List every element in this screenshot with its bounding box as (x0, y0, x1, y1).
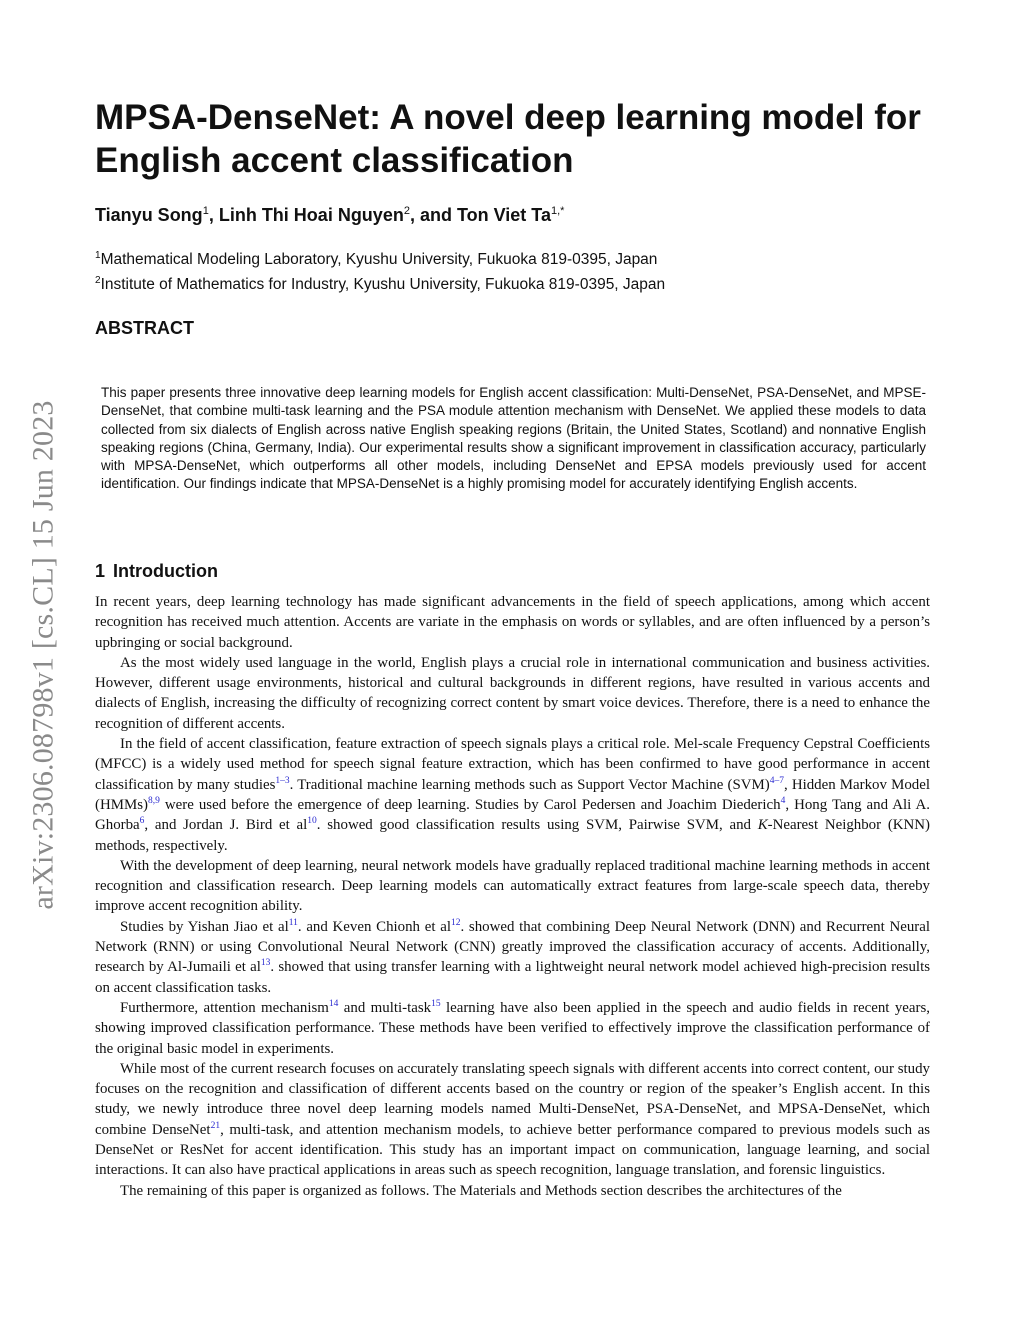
affiliation-mark: 2 (95, 275, 101, 287)
paragraph (95, 734, 930, 856)
citation-link[interactable]: 11 (288, 917, 298, 928)
section-number: 1 (95, 561, 106, 581)
arxiv-stamp (16, 362, 72, 947)
text-run: . showed good classification results using SVM, Pairwise SVM, and (316, 817, 758, 834)
citation-link[interactable]: 13 (260, 958, 271, 969)
author-name: Tianyu Song (95, 205, 203, 225)
affiliation-item (95, 270, 665, 295)
citation-link[interactable]: 8,9 (147, 796, 160, 806)
citation-link[interactable]: 15 (431, 998, 441, 1009)
paragraph (95, 856, 930, 917)
abstract-heading: ABSTRACT (95, 318, 194, 338)
text-run: . and Keven Chionh et al (297, 918, 451, 935)
affiliation-item (95, 245, 665, 270)
text-run: , and Jordan J. Bird et al (144, 817, 308, 834)
citation-link[interactable]: 4–7 (769, 775, 784, 786)
affiliation-mark: 1 (95, 250, 101, 261)
text-run: , Hidden Markov Model (HMMs) (95, 776, 930, 813)
citation-link[interactable]: 6 (139, 816, 145, 827)
text-run: Studies by Yishan Jiao et al (120, 918, 289, 935)
author-affiliation-mark: 1 (202, 205, 209, 217)
author-list (95, 199, 564, 227)
citation-link[interactable]: 21 (210, 1120, 221, 1131)
text-run: Furthermore, attention mechanism (120, 999, 329, 1016)
introduction-body (95, 592, 930, 1201)
text-run: , multi-task, and attention mechanism models, to achieve better performance compared to previous models such as DenseNet or ResNet for accent identification. This study has an important impact on communication, language learning, and social interactions. It can also have practical applications in areas such as speech recognition, language translation, and forensic linguistics. (95, 1121, 930, 1179)
text-run: . Traditional machine learning methods such as Support Vector Machine (SVM) (289, 776, 770, 793)
paper-title: MPSA-DenseNet: A novel deep learning model for English accent classification (95, 98, 921, 180)
author-separator: , (208, 205, 219, 225)
text-run: and multi-task (338, 999, 432, 1016)
section-heading (95, 561, 218, 582)
affiliation-text: Mathematical Modeling Laboratory, Kyushu University, Fukuoka 819-0395, Japan (100, 251, 658, 269)
citation-link[interactable]: 1–3 (275, 775, 290, 786)
text-run: In recent years, deep learning technology has made significant advancements in the field of speech applications, among which accent recognition has received much attention. Accents are variate in the emphasis on words or syllables, and are often influenced by a person’s upbringing or social background. (95, 594, 930, 651)
paragraph (95, 1059, 930, 1181)
affiliation-text: Institute of Mathematics for Industry, Kyushu University, Fukuoka 819-0395, Japan (100, 276, 666, 294)
section-title: Introduction (113, 561, 218, 581)
author-name: Ton Viet Ta (456, 205, 551, 225)
math-symbol: K (757, 817, 768, 834)
text-run: . showed that using transfer learning with a lightweight neural network model achieved high-precision results on accent classification tasks. (95, 959, 930, 996)
text-run: While most of the current research focuses on accurately translating speech signals with different accents into correct content, our study focuses on the recognition and classification of different accents based on the country or region of the speaker’s English accent. In this study, we newly introduce three novel deep learning models named Multi-DenseNet, PSA-DenseNet, and MPSA-DenseNet, which combine DenseNet (95, 1060, 930, 1138)
citation-link[interactable]: 14 (328, 998, 339, 1009)
text-run: In the field of accent classification, feature extraction of speech signals plays a critical role. Mel-scale Frequency Cepstral Coefficients (MFCC) is a widely used method for speech signal feature extraction, which has been confirmed to have good performance in accent classification by many studies (95, 736, 930, 793)
affiliation-list (95, 245, 665, 295)
text-run: , Hong Tang and Ali A. Ghorba (95, 796, 931, 834)
citation-link[interactable]: 12 (450, 917, 461, 928)
citation-link[interactable]: 10 (307, 816, 317, 827)
paragraph (95, 917, 930, 998)
text-run: The remaining of this paper is organized as follows. The Materials and Methods section describes the architectures of the (120, 1182, 842, 1199)
abstract-body: This paper presents three innovative deep learning models for English accent classification: Multi-DenseNet, PSA-DenseNet, and MPSE-DenseNet, that combine multi-task learning and the PSA module attention mechanism with DenseNet. We applied these models to data collected from six dialects of English across native English speaking regions (Britain, the United States, Scotland) and nonnative English speaking regions (China, Germany, India). Our experimental results show a significant improvement in classification accuracy, particularly with MPSA-DenseNet, which outperforms all other models, including DenseNet and EPSA models previously used for accent identification. Our findings indicate that MPSA-DenseNet is a highly promising model for accurately identifying English accents. (101, 385, 926, 492)
text-run: . showed that combining Deep Neural Network (DNN) and Recurrent Neural Network (RNN) or using Convolutional Neural Network (CNN) greatly improved the classification accuracy of accents. Additionally, research by Al-Jumaili et al (95, 918, 930, 976)
paragraph (95, 1181, 930, 1201)
paragraph (95, 592, 930, 653)
text-run: learning have also been applied in the speech and audio fields in recent years, showing improved classification performance. These methods have been verified to effectively improve the classification performance of the original basic model in experiments. (95, 999, 930, 1057)
author-separator: , and (409, 205, 457, 225)
author-name: Linh Thi Hoai Nguyen (218, 205, 404, 225)
text-run: were used before the emergence of deep learning. Studies by Carol Pedersen and Joachim Diederich (159, 796, 781, 813)
text-run: -Nearest Neighbor (KNN) methods, respectively. (95, 817, 930, 854)
citation-link[interactable]: 4 (780, 796, 786, 806)
author-affiliation-mark: 2 (403, 205, 410, 217)
text-run: With the development of deep learning, neural network models have gradually replaced traditional machine learning methods in accent recognition and classification research. Deep learning models can automatically extract features from large-scale speech data, thereby improve accent recognition ability. (95, 857, 930, 915)
arxiv-stamp-text: arXiv:2306.08798v1 [cs.CL] 15 Jun 2023 (27, 399, 61, 910)
text-run: As the most widely used language in the world, English plays a crucial role in international communication and business activities. However, different usage environments, historical and cultural backgrounds in different regions, have resulted in various accents and dialects of English, increasing the difficulty of recognizing correct content by smart voice devices. Therefore, there is a need to enhance the recognition of different accents. (95, 654, 930, 732)
paragraph (95, 998, 930, 1059)
paragraph (95, 653, 930, 734)
author-affiliation-mark: 1,* (550, 205, 565, 217)
